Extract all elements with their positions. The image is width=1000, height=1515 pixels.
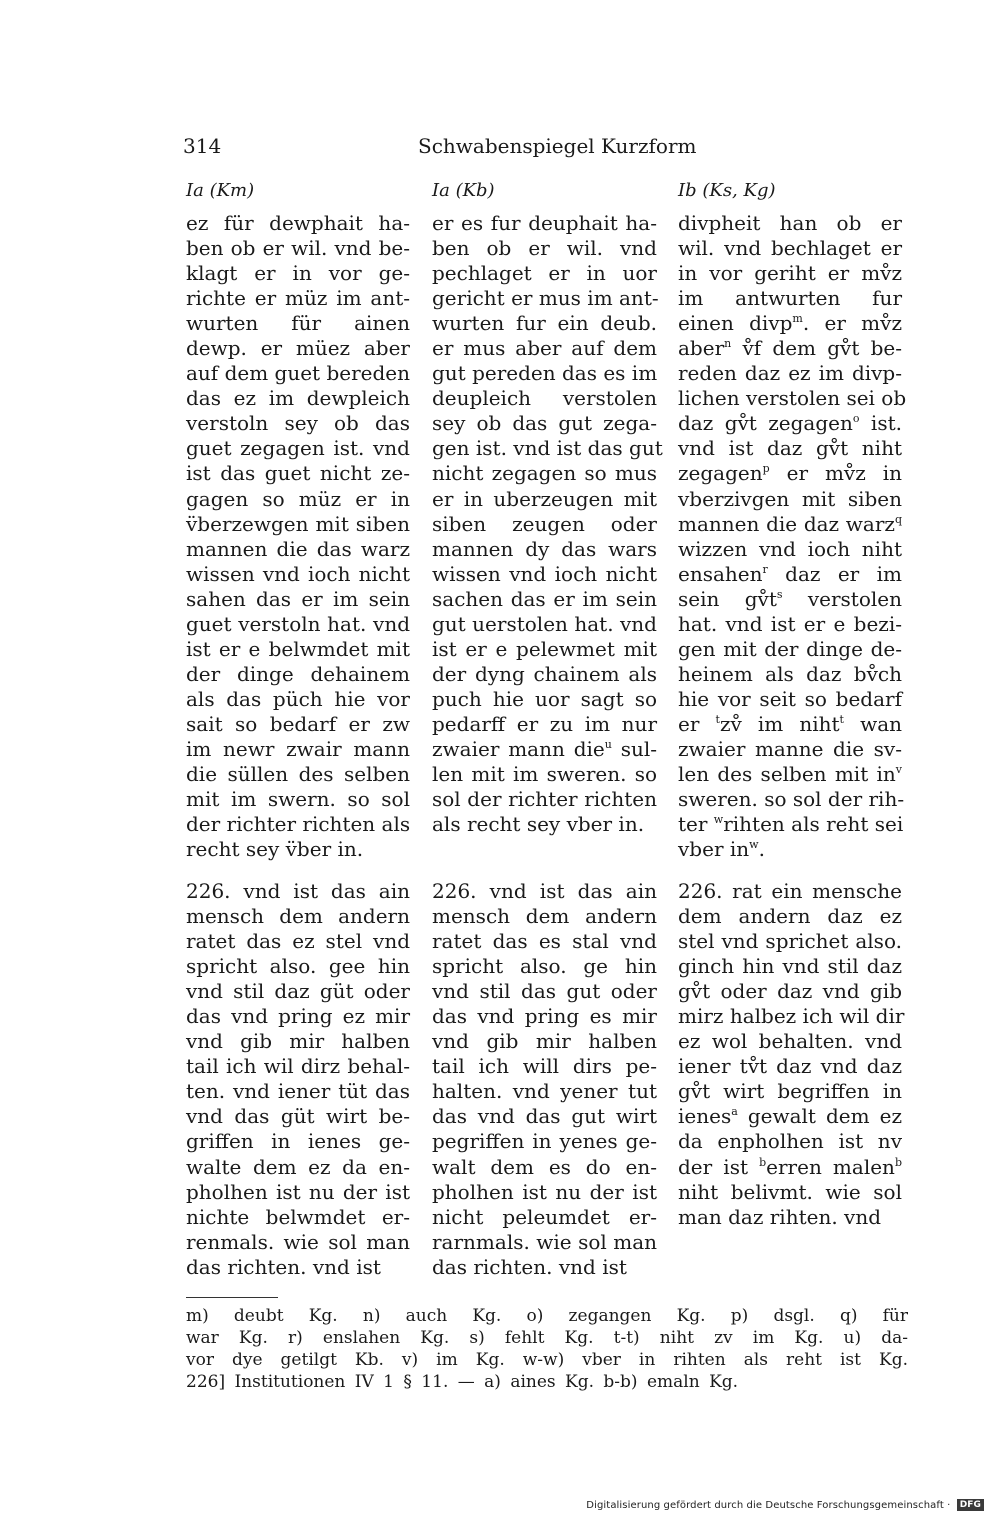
text-line: die süllen des selben — [186, 762, 410, 787]
text-line: pechlaget er in uor — [432, 261, 657, 286]
text-line: vber $in^w$. — [678, 837, 765, 862]
text-line: ratet das es stal vnd — [432, 929, 657, 954]
text-line: sein $gv̊t^s$ verstolen — [678, 586, 902, 611]
text-line: pholhen ist nu der ist — [186, 1179, 410, 1204]
text-line: das vnd das gut wirt — [432, 1104, 657, 1129]
text-line: der dinge dehainem — [186, 661, 410, 686]
text-line: der dyng chainem als — [432, 661, 657, 686]
text-line: sey ob das gut zega- — [432, 411, 657, 436]
text-line: lichen verstolen sei ob — [678, 386, 907, 411]
text-line: mirz halbez ich wil dir — [678, 1004, 905, 1029]
text-line: hat. vnd ist er e bezi- — [678, 611, 902, 636]
text-line: mensch dem andern — [186, 904, 410, 929]
text-line: gut pereden das es im — [432, 361, 658, 386]
text-line: hie vor seit so bedarf — [678, 686, 902, 711]
text-line: sachen das er im sein — [432, 586, 657, 611]
column-1-block-1 — [186, 211, 410, 862]
text-line: vberzivgen mit siben — [678, 486, 902, 511]
text-line: walt dem es do en- — [432, 1154, 657, 1179]
text-line: nichte belwmdet er- — [186, 1204, 410, 1229]
text-line: er mus aber auf dem — [432, 336, 657, 361]
footnote-rule — [186, 1297, 278, 1298]
text-line: deupleich verstolen — [432, 386, 657, 411]
text-line: einen divp$^m$. er mv̊z — [678, 311, 902, 336]
footnote-line: vor dye getilgt Kb. v) im Kg. w-w) vber in rihten als reht ist Kg. — [186, 1350, 908, 1370]
text-line: tail ich will dirs pe- — [432, 1054, 657, 1079]
text-line: siben zeugen oder — [432, 511, 657, 536]
text-line: er in uberzeugen mit — [432, 486, 657, 511]
text-line: zwaier mann die$^u$ sul- — [432, 736, 658, 761]
text-line: recht sey v̈ber in. — [186, 837, 364, 862]
text-line: len mit im sweren. so — [432, 762, 657, 787]
text-line: 226. vnd ist das ain — [432, 879, 657, 903]
text-line: als recht sey vber in. — [432, 812, 645, 837]
text-line: mensch dem andern — [432, 904, 657, 929]
text-line: vnd das güt wirt be- — [186, 1104, 410, 1129]
text-line: im antwurten fur — [678, 286, 902, 311]
text-line: gen ist. vnd ist das gut — [432, 436, 663, 461]
text-line: gv̊t wirt begriffen in — [678, 1079, 902, 1104]
text-line: wizzen vnd ioch niht — [678, 536, 902, 561]
text-line: da enpholhen ist nv — [678, 1129, 902, 1154]
text-line: ist er e belwmdet mit — [186, 636, 410, 661]
text-line: gv̊t oder daz vnd gib — [678, 979, 902, 1004]
text-line: dewp. er müez aber — [186, 336, 410, 361]
text-line: er es fur deuphait ha- — [432, 211, 657, 235]
text-line: das vnd pring ez mir — [186, 1004, 410, 1029]
footnote-line: m) deubt Kg. n) auch Kg. o) zegangen Kg. p) dsgl. q) für — [186, 1306, 908, 1326]
text-line: das vnd pring es mir — [432, 1004, 657, 1029]
text-line: mannen die das warz — [186, 536, 410, 561]
text-line: guet verstoln hat. vnd — [186, 611, 410, 636]
text-line: 226. rat ein mensche — [678, 879, 902, 903]
text-line: ez für dewphait ha- — [186, 211, 410, 235]
text-line: sol der richter richten — [432, 787, 657, 812]
dfg-logo: DFG — [957, 1499, 984, 1511]
footnote-line: war Kg. r) enslahen Kg. s) fehlt Kg. t-t) niht zv im Kg. u) da- — [186, 1328, 908, 1348]
text-line: nicht zegagen so mus — [432, 461, 657, 486]
text-line: wurten fur ein deub. — [432, 311, 657, 336]
column-heading-2: Ia (Kb) — [432, 180, 495, 201]
text-line: in vor geriht er mv̊z — [678, 261, 902, 286]
text-line: er $^t$zv̊ im niht$^t$ wan — [678, 711, 902, 736]
text-line: niht belivmt. wie sol — [678, 1179, 902, 1204]
column-2-block-2 — [432, 879, 657, 1280]
running-title: Schwabenspiegel Kurzform — [418, 134, 697, 158]
column-heading-3: Ib (Ks, Kg) — [678, 180, 776, 201]
text-line: pholhen ist nu der ist — [432, 1179, 657, 1204]
text-line: ben ob er wil. vnd be- — [186, 236, 410, 261]
digitization-credit — [586, 1499, 984, 1511]
column-3-block-2 — [678, 879, 905, 1230]
text-line: stel vnd sprichet also. — [678, 929, 902, 954]
text-line: mannen die daz warz$^q$ — [678, 511, 902, 536]
text-line: ginch hin vnd stil daz — [678, 954, 902, 979]
text-line: vnd stil daz güt oder — [186, 979, 410, 1004]
text-line: griffen in ienes ge- — [186, 1129, 410, 1154]
text-line: spricht also. gee hin — [186, 954, 410, 979]
text-line: aber$^n$ v̊f dem gv̊t be- — [678, 336, 902, 361]
text-line: pedarff er zu im nur — [432, 711, 657, 736]
text-line: heinem als daz bv̊ch — [678, 661, 902, 686]
text-line: verstoln sey ob das — [186, 411, 410, 436]
text-line: ienes$^a$ gewalt dem ez — [678, 1104, 902, 1129]
text-line: guet zegagen ist. vnd — [186, 436, 410, 461]
credit-text: Digitalisierung gefördert durch die Deutsche Forschungsgemeinschaft · — [586, 1500, 951, 1511]
text-line: als das püch hie vor — [186, 686, 410, 711]
text-line: auf dem guet bereden — [186, 361, 410, 386]
text-line: vnd gib mir halben — [186, 1029, 410, 1054]
text-line: sait so bedarf er zw — [186, 711, 410, 736]
text-line: len des selben mit $in^v$ — [678, 762, 902, 787]
text-line: wurten für ainen — [186, 311, 410, 336]
text-line: mannen dy das wars — [432, 536, 657, 561]
text-line: gagen so müz er in — [186, 486, 410, 511]
text-line: ratet das ez stel vnd — [186, 929, 410, 954]
text-line: 226. vnd ist das ain — [186, 879, 410, 903]
page-number: 314 — [183, 134, 222, 158]
text-line: ez wol behalten. vnd — [678, 1029, 902, 1054]
text-line: vnd ist daz gv̊t niht — [678, 436, 902, 461]
text-line: klagt er in vor ge- — [186, 261, 410, 286]
text-line: reden daz ez im divp- — [678, 361, 902, 386]
text-line: ist er e pelewmet mit — [432, 636, 657, 661]
text-line: walte dem ez da en- — [186, 1154, 410, 1179]
text-line: ensahen$^r$ daz er im — [678, 561, 902, 586]
text-line: puch hie uor sagt so — [432, 686, 657, 711]
text-line: mit im swern. so sol — [186, 787, 410, 812]
footnote-line: 226] Institutionen IV 1 § 11. — a) aines Kg. b-b) emaln Kg. — [186, 1372, 739, 1392]
text-line: sahen das er im sein — [186, 586, 410, 611]
text-line: das richten. vnd ist — [432, 1254, 627, 1279]
text-line: wissen vnd ioch nicht — [186, 561, 410, 586]
text-line: wil. vnd bechlaget er — [678, 236, 902, 261]
column-2-block-1 — [432, 211, 663, 837]
column-3-block-1 — [678, 211, 907, 862]
footnotes — [186, 1305, 908, 1393]
text-line: sweren. so sol der rih- — [678, 787, 905, 812]
text-line: iener tv̊t daz vnd daz — [678, 1054, 902, 1079]
text-line: ben ob er wil. vnd — [432, 236, 657, 261]
text-line: gericht er mus im ant- — [432, 286, 659, 311]
text-line: renmals. wie sol man — [186, 1229, 410, 1254]
text-line: richte er müz im ant- — [186, 286, 410, 311]
text-line: gen mit der dinge de- — [678, 636, 902, 661]
text-line: dem andern daz ez — [678, 904, 902, 929]
text-line: daz gv̊t zegagen$^o$ ist. — [678, 411, 902, 436]
text-line: vnd stil das gut oder — [432, 979, 657, 1004]
text-line: nicht peleumdet er- — [432, 1204, 657, 1229]
text-line: der richter richten als — [186, 812, 411, 837]
text-line: rarnmals. wie sol man — [432, 1229, 657, 1254]
text-line: zegagen$^p$ er mv̊z in — [678, 461, 902, 486]
text-line: im newr zwair mann — [186, 736, 410, 761]
text-line: das richten. vnd ist — [186, 1254, 381, 1279]
text-line: halten. vnd yener tut — [432, 1079, 657, 1104]
text-line: pegriffen in yenes ge- — [432, 1129, 657, 1154]
text-line: das ez im dewpleich — [186, 386, 410, 411]
column-heading-1: Ia (Km) — [186, 180, 255, 201]
text-line: wissen vnd ioch nicht — [432, 561, 657, 586]
text-line: vnd gib mir halben — [432, 1029, 657, 1054]
text-line: ten. vnd iener tüt das — [186, 1079, 410, 1104]
text-line: der ist $^b$erren malen$^b$ — [678, 1154, 902, 1179]
text-line: divpheit han ob er — [678, 211, 902, 235]
text-line: gut uerstolen hat. vnd — [432, 611, 657, 636]
text-line: spricht also. ge hin — [432, 954, 657, 979]
text-line: v̈berzewgen mit siben — [186, 511, 410, 536]
text-line: ter $^w$rihten als reht sei — [678, 812, 904, 837]
text-line: ist das guet nicht ze- — [186, 461, 410, 486]
text-line: tail ich wil dirz behal- — [186, 1054, 410, 1079]
column-1-block-2 — [186, 879, 410, 1280]
text-line: zwaier manne die sv- — [678, 736, 902, 761]
text-line: man daz rihten. vnd — [678, 1204, 882, 1229]
